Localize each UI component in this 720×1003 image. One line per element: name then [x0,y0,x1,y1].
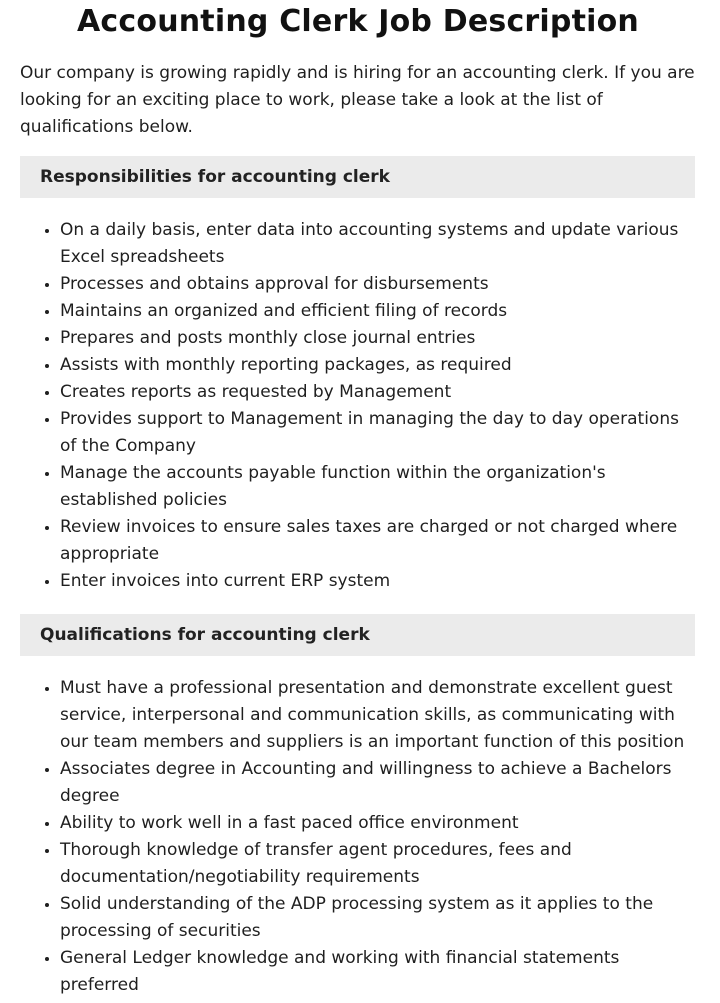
qualification-item: • Thorough knowledge of transfer agent procedures, fees and documentation/negotiability requirements [60,837,700,891]
responsibility-item: • Assists with monthly reporting packages, as required [60,352,700,379]
responsibility-item: • Creates reports as requested by Management [60,379,700,406]
responsibility-item: • Maintains an organized and efficient filing of records [60,298,700,325]
responsibilities-list [20,217,700,595]
qualification-item: • Solid understanding of the ADP processing system as it applies to the processing of securities [60,891,700,945]
intro-paragraph: Our company is growing rapidly and is hiring for an accounting clerk. If you are looking for an exciting place to work, please take a look at the list of qualifications below. [20,63,695,137]
responsibility-item: • Review invoices to ensure sales taxes are charged or not charged where appropriate [60,514,700,568]
qualifications-heading: Qualifications for accounting clerk [20,614,695,656]
responsibility-item: • Enter invoices into current ERP system [60,568,700,595]
qualification-item: • General Ledger knowledge and working with financial statements preferred [60,945,700,999]
qualification-item: • Must have a professional presentation and demonstrate excellent guest service, interpersonal and communication skills, as communicating with our team members and suppliers is an important function of this position [60,675,700,756]
qualification-item: • Ability to work well in a fast paced office environment [60,810,700,837]
responsibility-item: • Processes and obtains approval for disbursements [60,271,700,298]
responsibility-item: • Prepares and posts monthly close journal entries [60,325,700,352]
qualifications-list [20,675,700,999]
responsibility-item: • On a daily basis, enter data into accounting systems and update various Excel spreadsheets [60,217,700,271]
responsibility-item: • Provides support to Management in managing the day to day operations of the Company [60,406,700,460]
responsibility-item: • Manage the accounts payable function within the organization's established policies [60,460,700,514]
qualification-item: • Associates degree in Accounting and willingness to achieve a Bachelors degree [60,756,700,810]
responsibilities-heading: Responsibilities for accounting clerk [20,156,695,198]
page-title: Accounting Clerk Job Description [77,4,639,39]
